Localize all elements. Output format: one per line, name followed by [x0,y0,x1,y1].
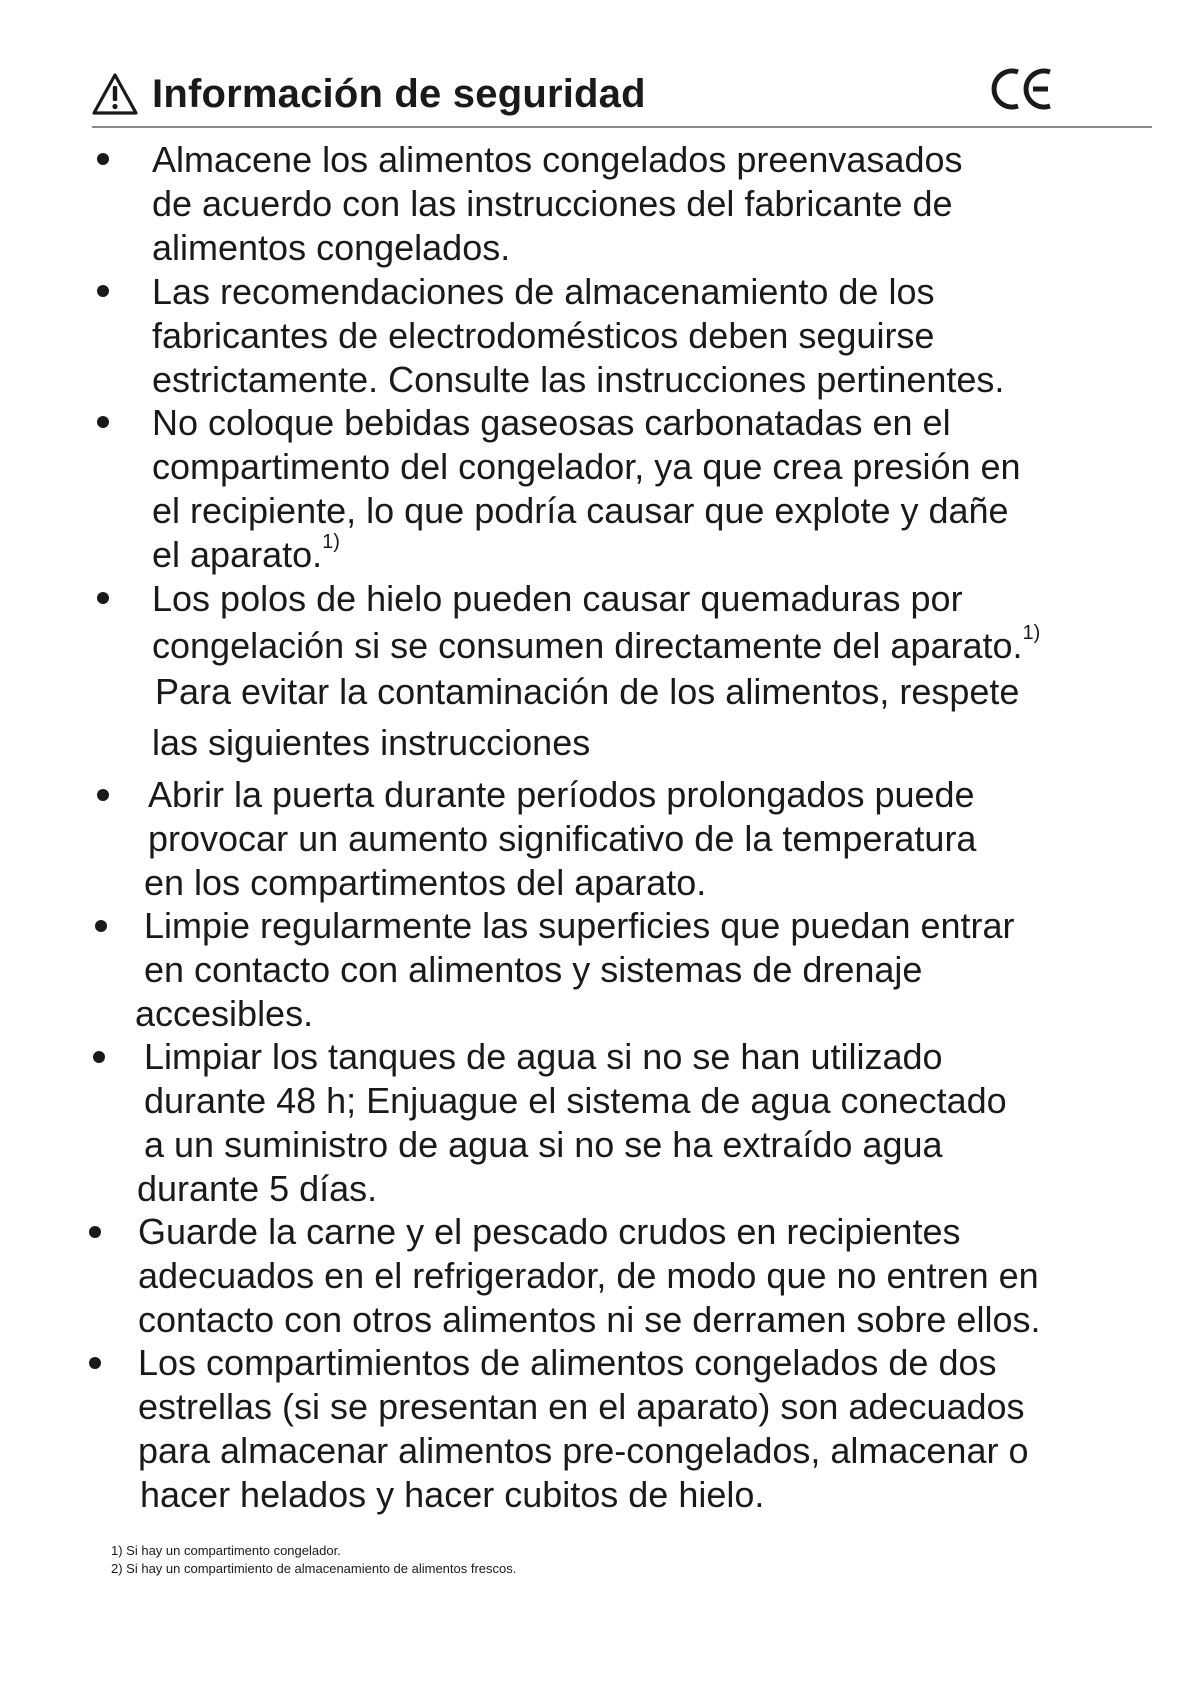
list-item-line: Almacene los alimentos congelados preenvasados [152,139,963,180]
list-item-line: Los polos de hielo pueden causar quemaduras por [152,578,963,619]
bullet-icon [97,285,109,297]
list-item-line: Los compartimientos de alimentos congelados de dos [138,1342,997,1383]
header-divider [92,126,1152,128]
list-item-line: durante 48 h; Enjuague el sistema de agua conectado [144,1080,1007,1121]
footnote: 2) Si hay un compartimiento de almacenamiento de alimentos frescos. [111,1561,517,1576]
list-item-line: accesibles. [135,993,314,1034]
warning-triangle-icon [92,72,138,116]
list-item-line: Limpie regularmente las superficies que puedan entrar [144,905,1015,946]
list-item-line: para almacenar alimentos pre-congelados, almacenar o [138,1430,1029,1471]
list-item-line-with-ref [152,624,1040,668]
footnote-ref: 1) [1022,622,1041,644]
bullet-icon [89,1226,101,1238]
list-item-line: Las recomendaciones de almacenamiento de los [152,271,935,312]
list-item-line: a un suministro de agua si no se ha extraído agua [144,1124,943,1165]
list-item-line: adecuados en el refrigerador, de modo que no entren en [138,1255,1039,1296]
bullet-icon [97,789,109,801]
list-item-line: estrellas (si se presentan en el aparato) son adecuados [138,1386,1025,1427]
bullet-icon [97,592,109,604]
list-item-line: congelación si se consumen directamente del aparato. [152,625,1023,666]
ce-mark-icon [990,66,1056,112]
bullet-icon [89,1357,101,1369]
list-item-line: en los compartimentos del aparato. [144,862,707,903]
bullet-icon [95,920,107,932]
bullet-icon [97,416,109,428]
list-item-line: de acuerdo con las instrucciones del fabricante de [152,183,953,224]
list-item-line: Abrir la puerta durante períodos prolongados puede [148,774,975,815]
footnote-ref: 1) [322,531,340,553]
list-item-line: fabricantes de electrodomésticos deben seguirse [152,315,935,356]
bullet-icon [93,1051,105,1063]
intro-line: las siguientes instrucciones [152,722,591,763]
list-item-line: Guarde la carne y el pescado crudos en recipientes [138,1211,961,1252]
page-title: Información de seguridad [152,71,646,116]
list-item-line: estrictamente. Consulte las instrucciones pertinentes. [152,359,1005,400]
footnotes [111,1542,516,1578]
list-item-line: Limpiar los tanques de agua si no se han utilizado [144,1036,943,1077]
footnote: 1) Si hay un compartimento congelador. [111,1543,341,1558]
list-item-line: contacto con otros alimentos ni se derramen sobre ellos. [138,1299,1041,1340]
list-item-line: provocar un aumento significativo de la temperatura [148,818,977,859]
list-item-line: hacer helados y hacer cubitos de hielo. [140,1474,765,1515]
list-item-line: compartimento del congelador, ya que crea presión en [152,446,1021,487]
list-item-line: No coloque bebidas gaseosas carbonatadas en el [152,402,951,443]
list-item-line: el aparato. [152,534,323,575]
bullet-icon [97,153,109,165]
list-item-line: alimentos congelados. [152,227,511,268]
list-item-line-with-ref [152,533,340,577]
list-item-line: el recipiente, lo que podría causar que explote y dañe [152,490,1009,531]
intro-line: Para evitar la contaminación de los alimentos, respete [155,671,1020,712]
section-title [92,64,646,124]
section-header [92,64,1152,126]
list-item-line: en contacto con alimentos y sistemas de drenaje [144,949,923,990]
list-item-line: durante 5 días. [137,1168,378,1209]
